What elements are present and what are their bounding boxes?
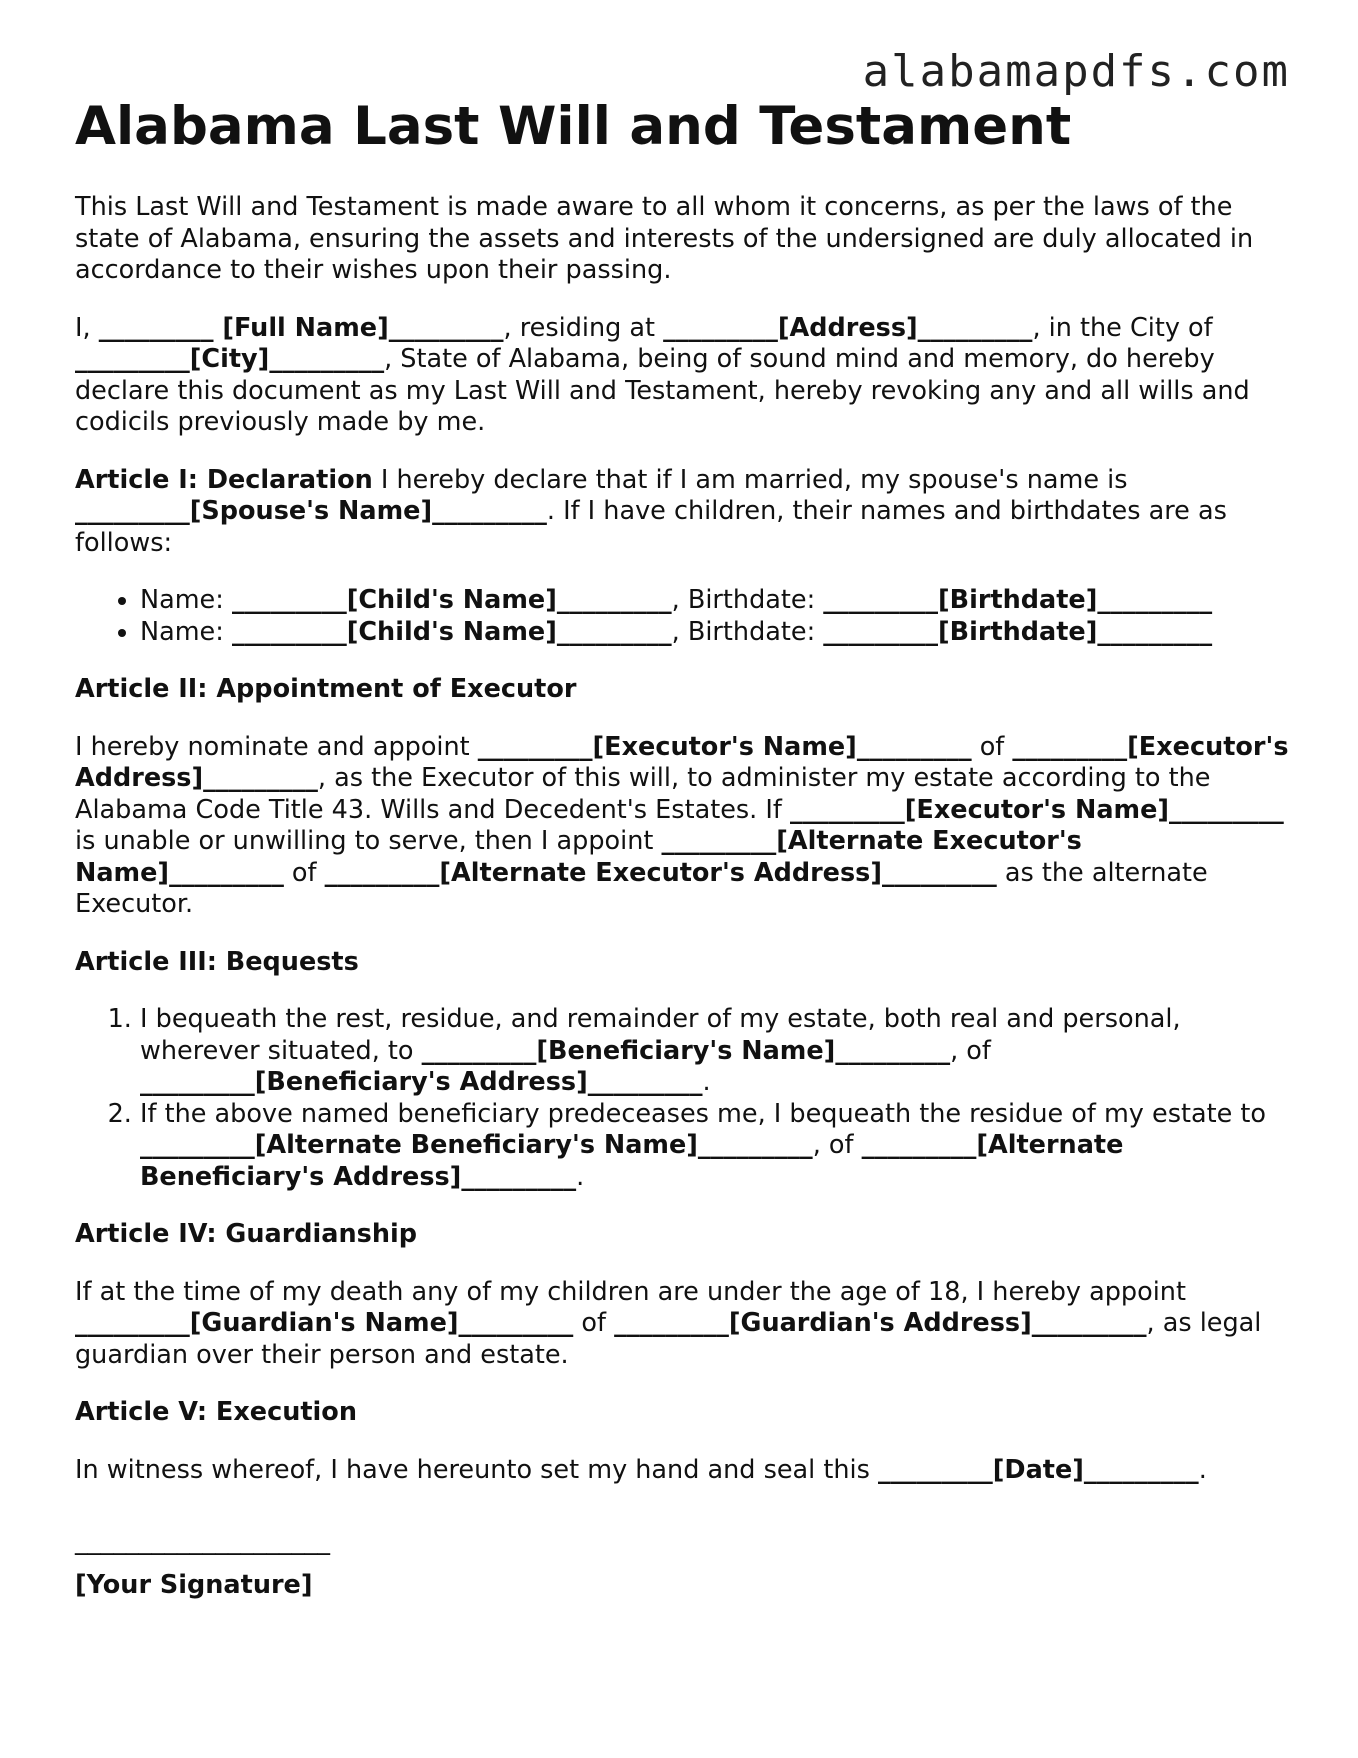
alternate-beneficiary-name-field: _________[Alternate Beneficiary's Name]_________ <box>140 1130 813 1160</box>
guardian-name-field: _________[Guardian's Name]_________ <box>75 1308 574 1338</box>
intro-paragraph: This Last Will and Testament is made aware to all whom it concerns, as per the laws of the state of Alabama, ensuring the assets and interests of the undersigned are duly allocated in accordance to their wishes upon their passing. <box>75 192 1254 285</box>
list-item: • Name: _________[Child's Name]_________, Birthdate: _________[Birthdate]_________ <box>140 617 1290 649</box>
list-item: • Name: _________[Child's Name]_________, Birthdate: _________[Birthdate]_________ <box>140 585 1290 617</box>
article-2-heading: Article II: Appointment of Executor <box>75 674 577 704</box>
signature-label: [Your Signature] <box>75 1569 313 1600</box>
document-title: Alabama Last Will and Testament <box>75 96 1072 157</box>
article-2-paragraph: I hereby nominate and appoint _________[Executor's Name]_________ of _________[Executor's Address]_________, as the Executor of this will, to administer my estate according to the Alabama Code Title 43. Wills and Decedent's Estates. If _________[Executor's Name]_________ is unable or unwilling to serve, then I appoint _________[Alternate Executor's Name]_________ of _________[Alternate Executor's Address]_________ as the alternate Executor. <box>75 731 1289 919</box>
child-name-field: _________[Child's Name]_________ <box>231 585 672 615</box>
signature-line: ____________________ <box>75 1526 330 1556</box>
children-list <box>75 585 1290 648</box>
list-item: 2. If the above named beneficiary predeceases me, I bequeath the residue of my estate to _________[Alternate Beneficiary's Name]_________, of _________[Alternate Beneficiary's Address]_________. <box>140 1099 1290 1194</box>
executor-name-field: _________[Executor's Name]_________ <box>790 794 1284 825</box>
executor-name-field: _________[Executor's Name]_________ <box>477 731 972 762</box>
beneficiary-name-field: _________[Beneficiary's Name]_________ <box>421 1035 951 1066</box>
executor-address-field: _________[Executor's Address]_________ <box>75 731 1289 793</box>
bequests-list <box>75 1004 1290 1193</box>
site-watermark: alabamapdfs.com <box>862 46 1290 97</box>
alternate-executor-name-field: _________[Alternate Executor's Name]_________ <box>75 826 1082 888</box>
spouse-name-field: _________[Spouse's Name]_________ <box>75 496 547 526</box>
list-item: 1. I bequeath the rest, residue, and remainder of my estate, both real and personal, wherever situated, to _________[Beneficiary's Name]_________, of _________[Beneficiary's Address]_________. <box>140 1004 1290 1099</box>
beneficiary-address-field: _________[Beneficiary's Address]_________ <box>140 1067 703 1097</box>
birthdate-field: _________[Birthdate]_________ <box>823 616 1213 647</box>
document-body <box>75 192 1290 1601</box>
city-field: _________[City]_________ <box>75 344 385 374</box>
article-1-heading: Article I: Declaration <box>75 464 373 495</box>
date-field: _________[Date]_________ <box>878 1454 1199 1485</box>
article-5-paragraph: In witness whereof, I have hereunto set my hand and seal this _________[Date]_________. <box>75 1454 1207 1485</box>
declaration-paragraph: I, _________ [Full Name]_________, residing at _________[Address]_________, in the City of _________[City]_________, State of Alabama, being of sound mind and memory, do hereby declare this document as my Last Will and Testament, hereby revoking any and all wills and codicils previously made by me. <box>75 312 1250 437</box>
full-name-field: _________ [Full Name]_________ <box>98 312 504 343</box>
article-1-paragraph: Article I: Declaration I hereby declare that if I am married, my spouse's name is _________[Spouse's Name]_________. If I have children, their names and birthdates are as follows: <box>75 464 1227 558</box>
guardian-address-field: _________[Guardian's Address]_________ <box>614 1308 1147 1338</box>
child-name-field: _________[Child's Name]_________ <box>231 616 672 647</box>
alternate-beneficiary-address-field: _________[Alternate Beneficiary's Address]_________ <box>140 1130 1124 1192</box>
article-3-heading: Article III: Bequests <box>75 946 359 977</box>
alternate-executor-address-field: _________[Alternate Executor's Address]_________ <box>324 857 997 888</box>
birthdate-field: _________[Birthdate]_________ <box>823 585 1213 615</box>
article-4-heading: Article IV: Guardianship <box>75 1219 417 1249</box>
article-5-heading: Article V: Execution <box>75 1397 357 1427</box>
article-4-paragraph: If at the time of my death any of my children are under the age of 18, I hereby appoint _________[Guardian's Name]_________ of _________[Guardian's Address]_________, as legal guardian over their person and estate. <box>75 1276 1262 1370</box>
address-field: _________[Address]_________ <box>663 312 1033 343</box>
